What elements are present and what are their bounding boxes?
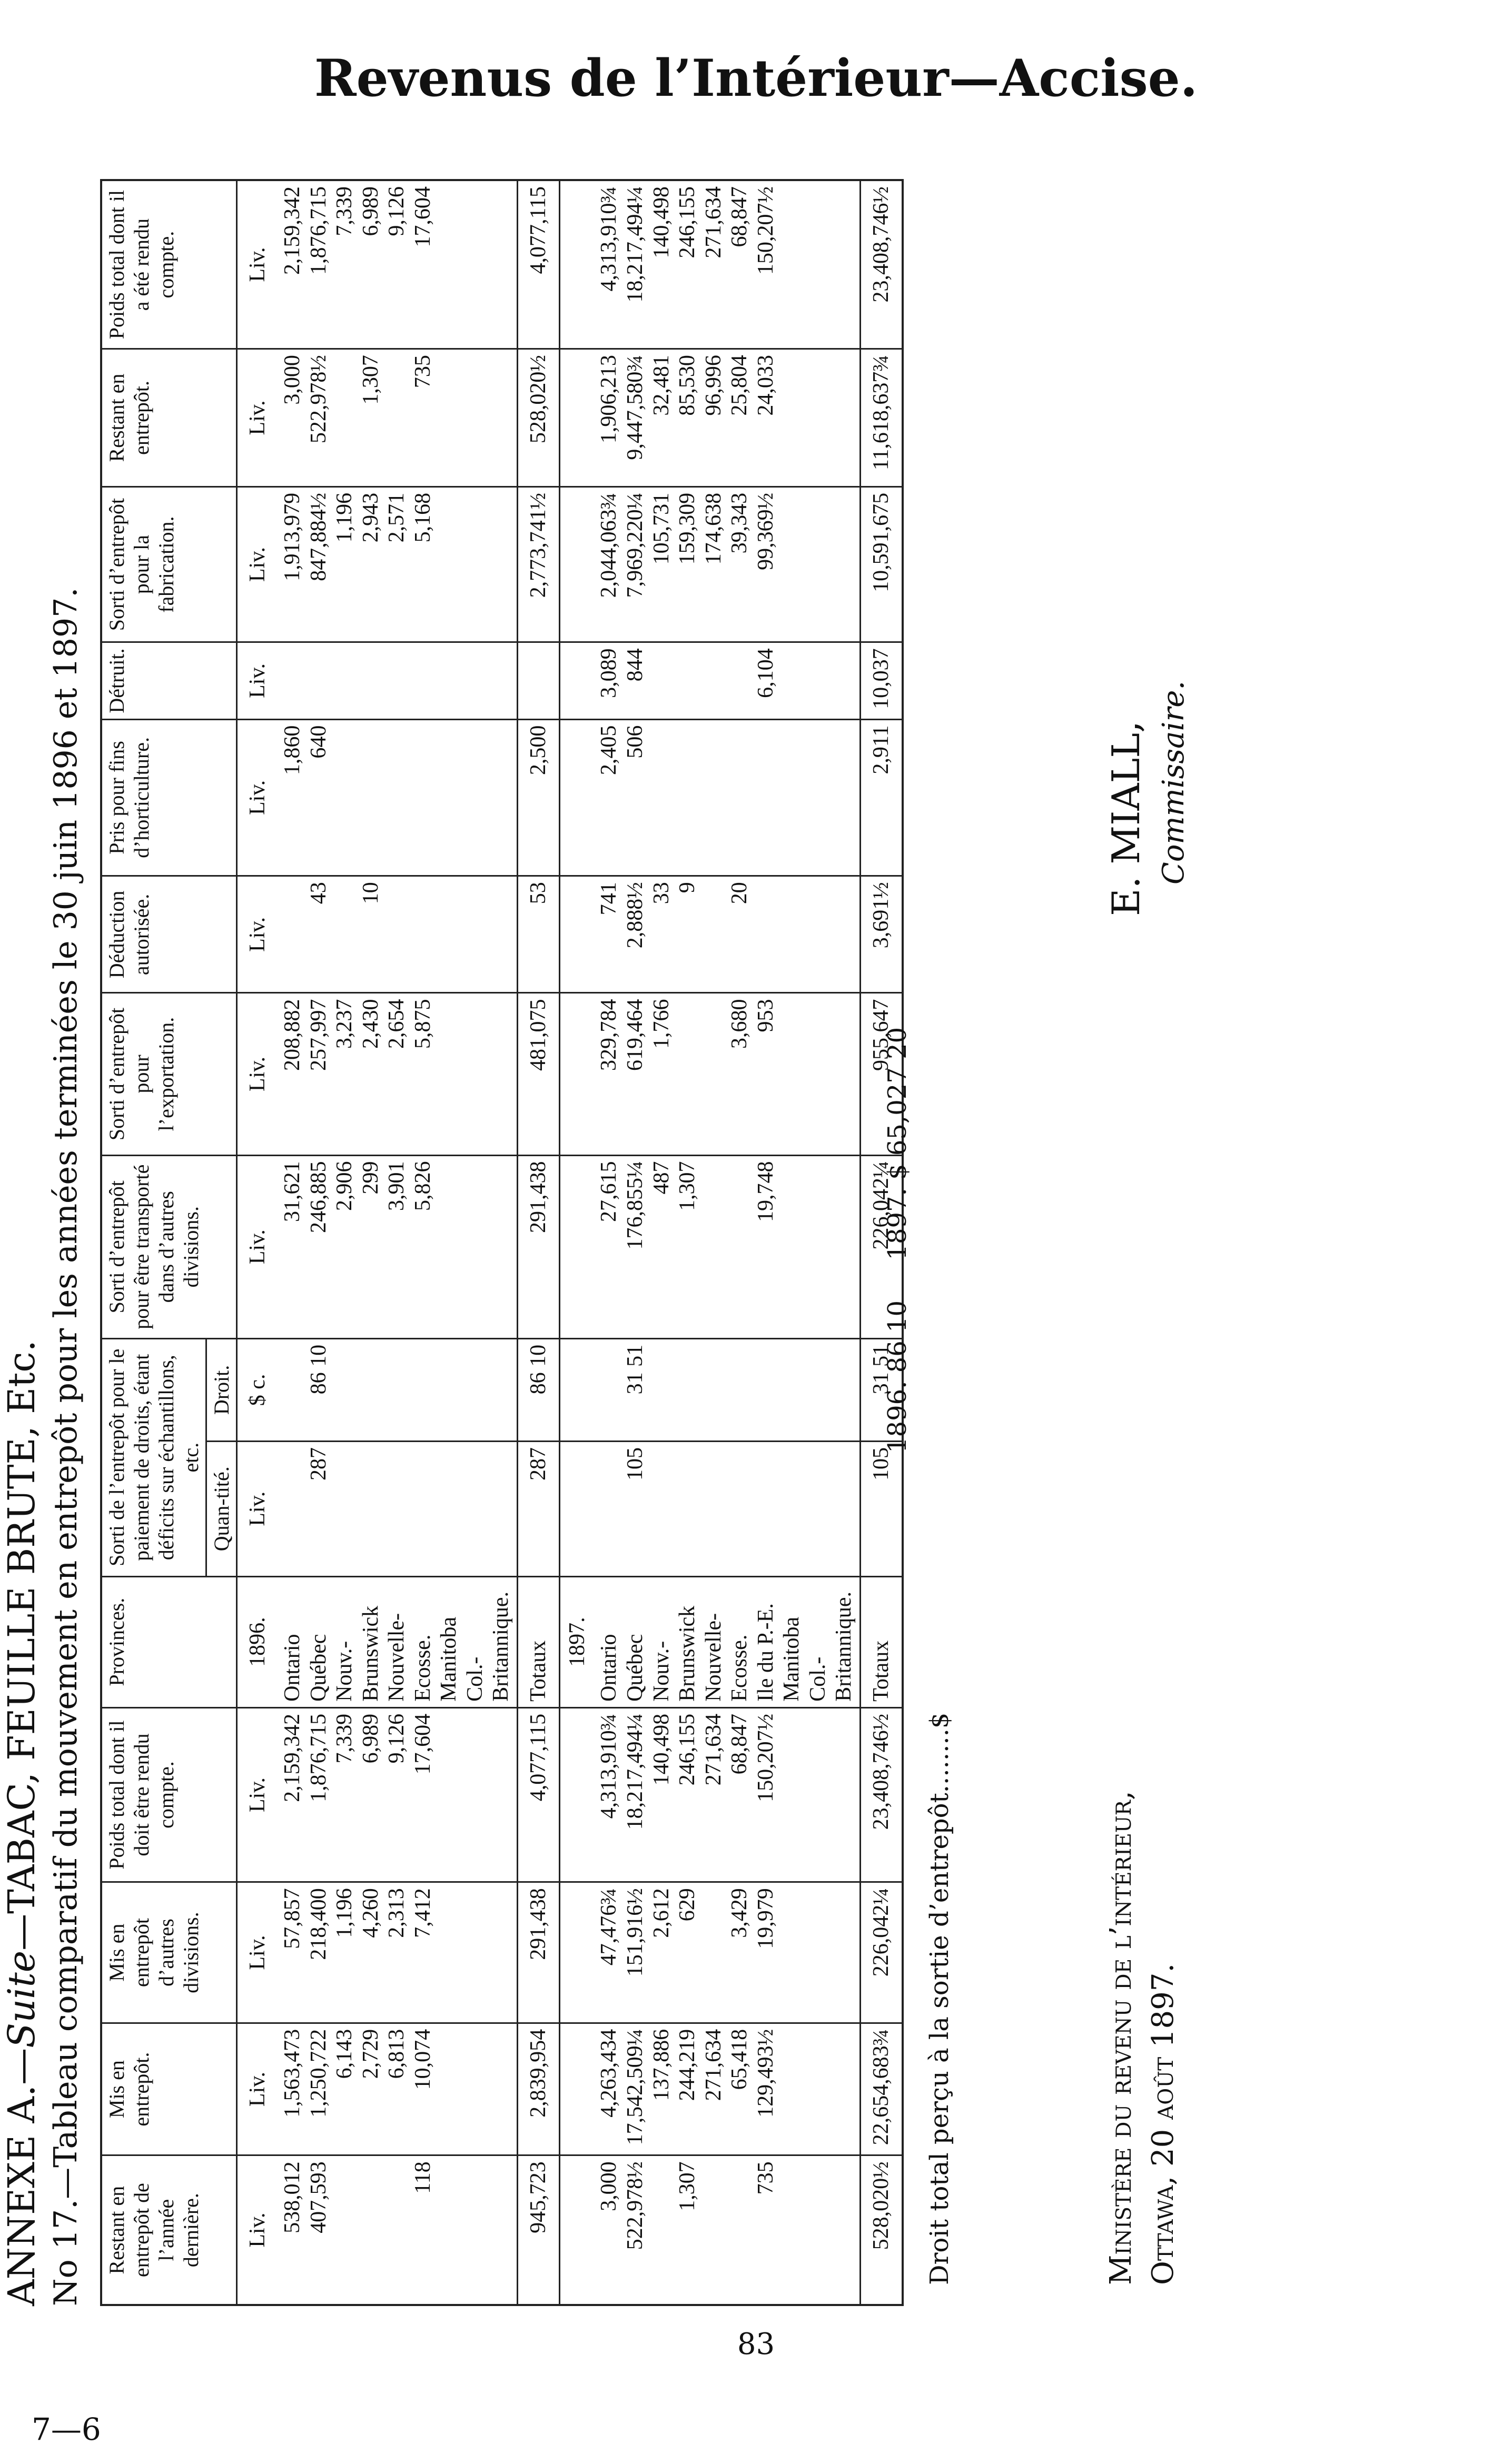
cell: 287	[517, 1441, 560, 1576]
droit-1897-year: 1897.	[883, 1188, 913, 1260]
year-1896: 1896.	[237, 1576, 278, 1707]
cell: 105	[860, 1441, 903, 1576]
col-sorti-fabrication: Sorti d’entrepôt pour la fabrication.	[101, 486, 237, 642]
unit-liv: Liv.	[237, 1441, 278, 1576]
rotated-table-area	[0, 163, 1285, 2311]
col-sorti-transporte: Sorti d’entrepôt pour être transporté dans d’autres divisions.	[101, 1155, 237, 1338]
cell: 23,408,746½	[860, 1707, 903, 1882]
unit-liv: Liv.	[237, 2023, 278, 2155]
col-poids-ete: Poids total dont il a été rendu compte.	[101, 180, 237, 349]
cell: 2,159,342 1,876,715 7,339 6,989 9,126 17,604	[278, 1707, 517, 1882]
unit-liv: Liv.	[237, 349, 278, 487]
unit-liv: Liv.	[237, 180, 278, 349]
ministere: Ministère du revenu de l’intérieur,	[1104, 1791, 1139, 2285]
cell: 945,723	[517, 2155, 560, 2305]
annex-suite: Suite	[0, 1950, 43, 2048]
page-title: Revenus de l’Intérieur—Accise.	[314, 48, 1198, 108]
cell: 291,438	[517, 1882, 560, 2023]
cell: 10,037	[860, 642, 903, 719]
cell: 1,906,213 9,447,580¾ 32,481 85,530 96,996 25,804 24,033	[594, 349, 860, 487]
cell: 226,042¼	[860, 1155, 903, 1338]
data-table	[100, 179, 904, 2306]
cell-provinces: Ontario Québec Nouv.-Brunswick Nouvelle-Ecosse. Ile du P.-E. Manitoba Col.-Britannique.	[594, 1576, 860, 1707]
cell: 329,784 619,464 1,766 3,680 953	[594, 993, 860, 1155]
page-number: 83	[737, 2327, 775, 2361]
unit-liv: Liv.	[237, 642, 278, 719]
annex-rest: —TABAC, FEUILLE BRUTE, Etc.	[0, 1340, 43, 1951]
droit-total-label: Droit total perçu à la sortie d’entrepôt........$	[925, 1712, 955, 2285]
cell: 1,563,473 1,250,722 6,143 2,729 6,813 10,074	[278, 2023, 517, 2155]
page-mark: 7—6	[32, 2411, 101, 2447]
total-label: Totaux	[860, 1576, 903, 1707]
table-row-1896	[278, 180, 517, 2305]
cell	[517, 642, 560, 719]
cell: 4,263,434 17,542,509¼ 137,886 244,219 271,634 65,418 129,493½	[594, 2023, 860, 2155]
cell: 31 51	[594, 1338, 860, 1441]
cell: 105	[594, 1441, 860, 1576]
col-detruit: Détruit.	[101, 642, 237, 719]
col-restant-derniere: Restant en entrepôt de l’année dernière.	[101, 2155, 237, 2305]
year-row-1897	[560, 180, 595, 2305]
col-provinces: Provinces.	[101, 1576, 237, 1707]
cell: 22,654,683¾	[860, 2023, 903, 2155]
cell: 4,077,115	[517, 180, 560, 349]
cell: 291,438	[517, 1155, 560, 1338]
cell: 86 10	[278, 1338, 517, 1441]
cell: 4,313,910¾ 18,217,494¼ 140,498 246,155 271,634 68,847 150,207½	[594, 180, 860, 349]
cell: 538,012 407,593 118	[278, 2155, 517, 2305]
cell: 10,591,675	[860, 486, 903, 642]
col-pris-horticulture: Pris pour fins d’horticulture.	[101, 719, 237, 876]
table-row-1897	[594, 180, 860, 2305]
year-1897: 1897.	[560, 1576, 595, 1707]
droit-1896-year: 1896.	[883, 1380, 913, 1453]
cell: 226,042¼	[860, 1882, 903, 2023]
cell: 23,408,746½	[860, 180, 903, 349]
cell: 4,077,115	[517, 1707, 560, 1882]
cell: 11,618,637¾	[860, 349, 903, 487]
table-subtitle: No 17.—Tableau comparatif du mouvement en entrepôt pour les années terminées le 30 juin 1896 et 1897.	[47, 587, 84, 2306]
signature-name: E. MIALL,	[1104, 720, 1149, 916]
col-sorti-export: Sorti d’entrepôt pour l’exportation.	[101, 993, 237, 1155]
cell: 86 10	[517, 1338, 560, 1441]
cell: 3,000 522,978½ 1,307 735	[594, 2155, 860, 2305]
droit-1897-value: $ 65,027 20	[883, 1027, 913, 1180]
cell: 2,405 506	[594, 719, 860, 876]
col-restant: Restant en entrepôt.	[101, 349, 237, 487]
droit-values	[883, 1027, 912, 1453]
cell: 31 51	[860, 1338, 903, 1441]
cell: 528,020½	[860, 2155, 903, 2305]
col-quantite: Quan-tité.	[206, 1441, 237, 1576]
cell: 43 10	[278, 876, 517, 993]
cell: 287	[278, 1441, 517, 1576]
cell: 2,044,063¾ 7,969,220¼ 105,731 159,309 174,638 39,343 99,369½	[594, 486, 860, 642]
cell: 3,089 844 6,104	[594, 642, 860, 719]
cell: 53	[517, 876, 560, 993]
col-sorti-paiement: Sorti de l’entrepôt pour le paiement de droits, étant déficits sur échantillons, etc.	[101, 1338, 206, 1576]
unit-liv: Liv.	[237, 719, 278, 876]
unit-liv: Liv.	[237, 1155, 278, 1338]
cell: 4,313,910¾ 18,217,494¼ 140,498 246,155 271,634 68,847 150,207½	[594, 1707, 860, 1882]
unit-liv: Liv.	[237, 1882, 278, 2023]
annex-heading	[0, 174, 43, 2306]
cell: 2,773,741½	[517, 486, 560, 642]
signature-title: Commissaire.	[1157, 680, 1191, 885]
cell: 27,615 176,855¼ 487 1,307 19,748	[594, 1155, 860, 1338]
footer	[883, 179, 1251, 2306]
unit-liv: Liv.	[237, 876, 278, 993]
cell: 1,913,979 847,884½ 1,196 2,943 2,571 5,168	[278, 486, 517, 642]
unit-liv: Liv.	[237, 2155, 278, 2305]
cell: 47,476¾ 151,916½ 2,612 629 3,429 19,979	[594, 1882, 860, 2023]
cell: 528,020½	[517, 349, 560, 487]
droit-1896-value: 86 10	[883, 1300, 913, 1373]
cell: 741 2,888½ 33 9 20	[594, 876, 860, 993]
cell	[278, 642, 517, 719]
col-mis-autres-div: Mis en entrepôt d’autres divisions.	[101, 1882, 237, 2023]
cell: 2,500	[517, 719, 560, 876]
cell: 3,000 522,978½ 1,307 735	[278, 349, 517, 487]
cell: 1,860 640	[278, 719, 517, 876]
unit-liv: Liv.	[237, 1707, 278, 1882]
ottawa-date: Ottawa, 20 août 1897.	[1146, 1963, 1181, 2285]
unit-liv: Liv.	[237, 486, 278, 642]
unit-liv: Liv.	[237, 993, 278, 1155]
col-droit: Droit.	[206, 1338, 237, 1441]
unit-row	[237, 180, 278, 2305]
total-label: Totaux	[517, 1576, 560, 1707]
total-row-1896	[517, 180, 560, 2305]
cell: 31,621 246,885 2,906 299 3,901 5,826	[278, 1155, 517, 1338]
cell: 3,691½	[860, 876, 903, 993]
cell: 2,159,342 1,876,715 7,339 6,989 9,126 17,604	[278, 180, 517, 349]
cell: 57,857 218,400 1,196 4,260 2,313 7,412	[278, 1882, 517, 2023]
col-deduction: Déduction autorisée.	[101, 876, 237, 993]
cell: 2,839,954	[517, 2023, 560, 2155]
cell: 208,882 257,997 3,237 2,430 2,654 5,875	[278, 993, 517, 1155]
col-mis-entrepot: Mis en entrepôt.	[101, 2023, 237, 2155]
col-poids-doit: Poids total dont il doit être rendu compte.	[101, 1707, 237, 1882]
cell-provinces: Ontario Québec Nouv.-Brunswick Nouvelle-Ecosse. Manitoba Col.-Britannique.	[278, 1576, 517, 1707]
cell: 2,911	[860, 719, 903, 876]
cell: 481,075	[517, 993, 560, 1155]
cell: 955,647	[860, 993, 903, 1155]
unit-dollar: $ c.	[237, 1338, 278, 1441]
annex-prefix: ANNEXE A.—	[0, 2048, 43, 2306]
